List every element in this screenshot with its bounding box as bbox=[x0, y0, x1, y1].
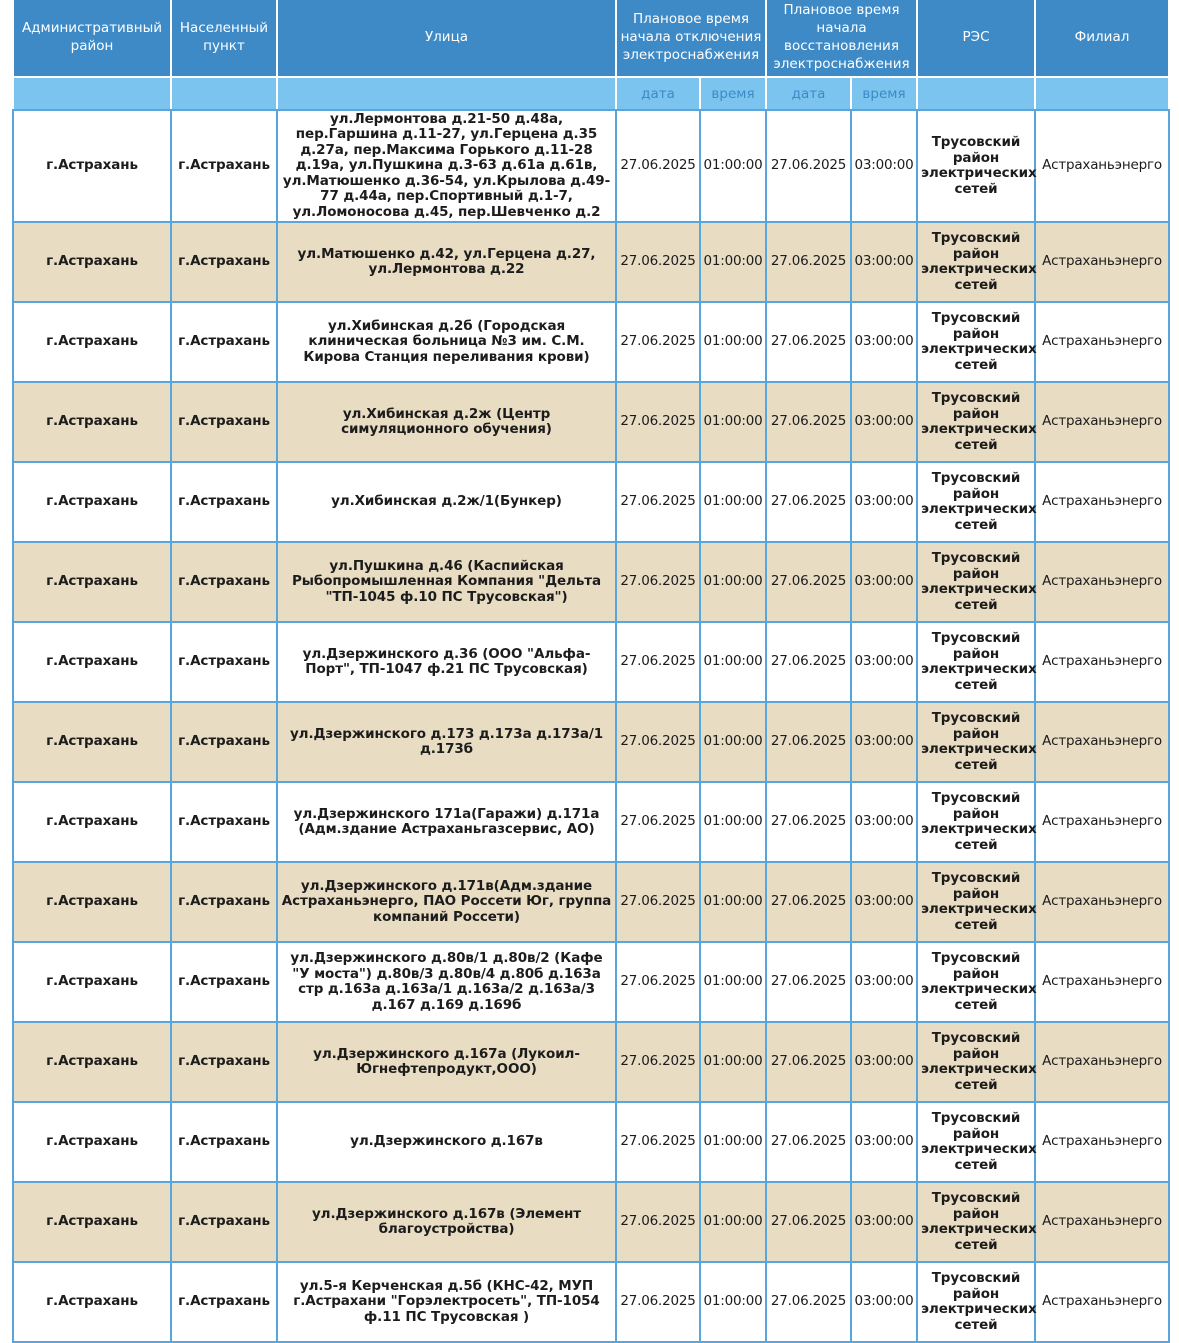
cell-branch: Астраханьэнерго bbox=[1035, 622, 1169, 702]
cell-street: ул.Матюшенко д.42, ул.Герцена д.27, ул.Лермонтова д.22 bbox=[277, 222, 616, 302]
cell-off-date: 27.06.2025 bbox=[616, 702, 700, 782]
table-body bbox=[13, 110, 1169, 1342]
cell-on-date: 27.06.2025 bbox=[766, 1022, 851, 1102]
cell-off-time: 01:00:00 bbox=[700, 702, 766, 782]
cell-branch: Астраханьэнерго bbox=[1035, 1182, 1169, 1262]
cell-off-date: 27.06.2025 bbox=[616, 1262, 700, 1342]
cell-settlement: г.Астрахань bbox=[171, 462, 277, 542]
cell-res: Трусовский район электрических сетей bbox=[917, 110, 1035, 222]
header-planned-off: Плановое время начала отключения электроснабжения bbox=[616, 0, 766, 77]
cell-street: ул.Дзержинского д.167а (Лукоил-Югнефтепродукт,ООО) bbox=[277, 1022, 616, 1102]
header-street: Улица bbox=[277, 0, 616, 77]
cell-settlement: г.Астрахань bbox=[171, 1022, 277, 1102]
cell-res: Трусовский район электрических сетей bbox=[917, 862, 1035, 942]
cell-district: г.Астрахань bbox=[13, 1262, 171, 1342]
cell-branch: Астраханьэнерго bbox=[1035, 462, 1169, 542]
cell-street: ул.Дзержинского д.171в(Адм.здание Астраханьэнерго, ПАО Россети Юг, группа компаний Россети) bbox=[277, 862, 616, 942]
cell-settlement: г.Астрахань bbox=[171, 702, 277, 782]
cell-on-date: 27.06.2025 bbox=[766, 542, 851, 622]
cell-off-time: 01:00:00 bbox=[700, 1182, 766, 1262]
table-row bbox=[13, 622, 1169, 702]
subheader-on-date: дата bbox=[766, 77, 851, 110]
cell-off-time: 01:00:00 bbox=[700, 222, 766, 302]
cell-settlement: г.Астрахань bbox=[171, 1262, 277, 1342]
table-row bbox=[13, 1182, 1169, 1262]
cell-off-date: 27.06.2025 bbox=[616, 542, 700, 622]
cell-off-time: 01:00:00 bbox=[700, 622, 766, 702]
cell-res: Трусовский район электрических сетей bbox=[917, 222, 1035, 302]
cell-res: Трусовский район электрических сетей bbox=[917, 622, 1035, 702]
subheader-empty bbox=[277, 77, 616, 110]
table-row bbox=[13, 782, 1169, 862]
cell-district: г.Астрахань bbox=[13, 110, 171, 222]
cell-on-date: 27.06.2025 bbox=[766, 1262, 851, 1342]
cell-branch: Астраханьэнерго bbox=[1035, 782, 1169, 862]
cell-on-time: 03:00:00 bbox=[851, 302, 917, 382]
header-planned-on: Плановое время начала восстановления электроснабжения bbox=[766, 0, 917, 77]
cell-off-date: 27.06.2025 bbox=[616, 1022, 700, 1102]
subheader-empty bbox=[13, 77, 171, 110]
cell-on-time: 03:00:00 bbox=[851, 1022, 917, 1102]
cell-res: Трусовский район электрических сетей bbox=[917, 382, 1035, 462]
table-row bbox=[13, 1262, 1169, 1342]
cell-res: Трусовский район электрических сетей bbox=[917, 302, 1035, 382]
cell-street: ул.Хибинская д.2ж/1(Бункер) bbox=[277, 462, 616, 542]
header-branch: Филиал bbox=[1035, 0, 1169, 77]
table-row bbox=[13, 382, 1169, 462]
cell-on-date: 27.06.2025 bbox=[766, 942, 851, 1022]
cell-res: Трусовский район электрических сетей bbox=[917, 782, 1035, 862]
cell-branch: Астраханьэнерго bbox=[1035, 862, 1169, 942]
cell-off-time: 01:00:00 bbox=[700, 302, 766, 382]
cell-off-date: 27.06.2025 bbox=[616, 1102, 700, 1182]
cell-settlement: г.Астрахань bbox=[171, 622, 277, 702]
cell-street: ул.Хибинская д.2б (Городская клиническая больница №3 им. С.М. Кирова Станция переливания крови) bbox=[277, 302, 616, 382]
header-row bbox=[13, 0, 1169, 77]
cell-off-date: 27.06.2025 bbox=[616, 382, 700, 462]
table-row bbox=[13, 1022, 1169, 1102]
table-row bbox=[13, 862, 1169, 942]
cell-street: ул.Дзержинского д.167в (Элемент благоустройства) bbox=[277, 1182, 616, 1262]
cell-on-time: 03:00:00 bbox=[851, 942, 917, 1022]
cell-on-date: 27.06.2025 bbox=[766, 462, 851, 542]
cell-street: ул.Пушкина д.46 (Каспийская Рыбопромышленная Компания "Дельта "ТП-1045 ф.10 ПС Трусовская") bbox=[277, 542, 616, 622]
cell-on-time: 03:00:00 bbox=[851, 462, 917, 542]
cell-off-time: 01:00:00 bbox=[700, 462, 766, 542]
cell-res: Трусовский район электрических сетей bbox=[917, 1182, 1035, 1262]
cell-branch: Астраханьэнерго bbox=[1035, 302, 1169, 382]
table-row bbox=[13, 302, 1169, 382]
cell-on-date: 27.06.2025 bbox=[766, 1182, 851, 1262]
cell-street: ул.Дзержинского 171а(Гаражи) д.171а (Адм.здание Астраханьгазсервис, АО) bbox=[277, 782, 616, 862]
cell-street: ул.Дзержинского д.80в/1 д.80в/2 (Кафе "У моста") д.80в/3 д.80в/4 д.80б д.163а стр д.163а д.163а/1 д.163а/2 д.163а/3 д.167 д.169 д.169б bbox=[277, 942, 616, 1022]
cell-district: г.Астрахань bbox=[13, 1182, 171, 1262]
cell-street: ул.Хибинская д.2ж (Центр симуляционного обучения) bbox=[277, 382, 616, 462]
cell-on-date: 27.06.2025 bbox=[766, 622, 851, 702]
table-row bbox=[13, 942, 1169, 1022]
cell-settlement: г.Астрахань bbox=[171, 382, 277, 462]
cell-off-time: 01:00:00 bbox=[700, 110, 766, 222]
cell-res: Трусовский район электрических сетей bbox=[917, 1262, 1035, 1342]
outage-schedule-table bbox=[12, 0, 1170, 1343]
cell-on-time: 03:00:00 bbox=[851, 110, 917, 222]
cell-off-time: 01:00:00 bbox=[700, 862, 766, 942]
subheader-empty bbox=[917, 77, 1035, 110]
cell-off-time: 01:00:00 bbox=[700, 1102, 766, 1182]
cell-district: г.Астрахань bbox=[13, 702, 171, 782]
cell-street: ул.Дзержинского д.173 д.173а д.173а/1 д.173б bbox=[277, 702, 616, 782]
cell-on-time: 03:00:00 bbox=[851, 1182, 917, 1262]
cell-branch: Астраханьэнерго bbox=[1035, 222, 1169, 302]
cell-district: г.Астрахань bbox=[13, 782, 171, 862]
cell-off-time: 01:00:00 bbox=[700, 782, 766, 862]
cell-on-date: 27.06.2025 bbox=[766, 110, 851, 222]
cell-district: г.Астрахань bbox=[13, 1022, 171, 1102]
subheader-off-time: время bbox=[700, 77, 766, 110]
header-admin-district: Административный район bbox=[13, 0, 171, 77]
table-row bbox=[13, 222, 1169, 302]
cell-branch: Астраханьэнерго bbox=[1035, 1022, 1169, 1102]
subheader-empty bbox=[171, 77, 277, 110]
cell-branch: Астраханьэнерго bbox=[1035, 542, 1169, 622]
cell-res: Трусовский район электрических сетей bbox=[917, 1022, 1035, 1102]
cell-on-time: 03:00:00 bbox=[851, 1102, 917, 1182]
cell-off-date: 27.06.2025 bbox=[616, 622, 700, 702]
cell-off-time: 01:00:00 bbox=[700, 542, 766, 622]
cell-settlement: г.Астрахань bbox=[171, 542, 277, 622]
cell-district: г.Астрахань bbox=[13, 942, 171, 1022]
cell-street: ул.Дзержинского д.36 (ООО "Альфа-Порт", ТП-1047 ф.21 ПС Трусовская) bbox=[277, 622, 616, 702]
cell-off-date: 27.06.2025 bbox=[616, 1182, 700, 1262]
cell-street: ул.Дзержинского д.167в bbox=[277, 1102, 616, 1182]
cell-on-time: 03:00:00 bbox=[851, 702, 917, 782]
cell-settlement: г.Астрахань bbox=[171, 862, 277, 942]
subheader-empty bbox=[1035, 77, 1169, 110]
cell-off-date: 27.06.2025 bbox=[616, 302, 700, 382]
cell-res: Трусовский район электрических сетей bbox=[917, 542, 1035, 622]
table-row bbox=[13, 462, 1169, 542]
cell-branch: Астраханьэнерго bbox=[1035, 382, 1169, 462]
table-row bbox=[13, 702, 1169, 782]
cell-on-time: 03:00:00 bbox=[851, 622, 917, 702]
table-row bbox=[13, 110, 1169, 222]
cell-res: Трусовский район электрических сетей bbox=[917, 702, 1035, 782]
cell-on-time: 03:00:00 bbox=[851, 222, 917, 302]
cell-on-date: 27.06.2025 bbox=[766, 382, 851, 462]
cell-off-date: 27.06.2025 bbox=[616, 862, 700, 942]
cell-off-date: 27.06.2025 bbox=[616, 110, 700, 222]
header-settlement: Населенный пункт bbox=[171, 0, 277, 77]
cell-on-date: 27.06.2025 bbox=[766, 862, 851, 942]
cell-off-date: 27.06.2025 bbox=[616, 462, 700, 542]
cell-settlement: г.Астрахань bbox=[171, 782, 277, 862]
cell-on-date: 27.06.2025 bbox=[766, 1102, 851, 1182]
cell-off-time: 01:00:00 bbox=[700, 942, 766, 1022]
cell-district: г.Астрахань bbox=[13, 382, 171, 462]
cell-on-time: 03:00:00 bbox=[851, 782, 917, 862]
cell-settlement: г.Астрахань bbox=[171, 1102, 277, 1182]
cell-branch: Астраханьэнерго bbox=[1035, 1262, 1169, 1342]
cell-street: ул.Лермонтова д.21-50 д.48а, пер.Гаршина д.11-27, ул.Герцена д.35 д.27а, пер.Максима Горького д.11-28 д.19а, ул.Пушкина д.3-63 д.61а д.61в, ул.Матюшенко д.36-54, ул.Крылова д.49-77 д.44а, пер.Спортивный д.1-7, ул.Ломоносова д.45, пер.Шевченко д.2 bbox=[277, 110, 616, 222]
cell-on-date: 27.06.2025 bbox=[766, 702, 851, 782]
cell-district: г.Астрахань bbox=[13, 862, 171, 942]
cell-branch: Астраханьэнерго bbox=[1035, 942, 1169, 1022]
cell-street: ул.5-я Керченская д.5б (КНС-42, МУП г.Астрахани "Горэлектросеть", ТП-1054 ф.11 ПС Трусовская ) bbox=[277, 1262, 616, 1342]
cell-off-date: 27.06.2025 bbox=[616, 942, 700, 1022]
cell-off-time: 01:00:00 bbox=[700, 382, 766, 462]
cell-settlement: г.Астрахань bbox=[171, 942, 277, 1022]
table-row bbox=[13, 1102, 1169, 1182]
cell-off-time: 01:00:00 bbox=[700, 1262, 766, 1342]
subheader-off-date: дата bbox=[616, 77, 700, 110]
cell-district: г.Астрахань bbox=[13, 622, 171, 702]
cell-res: Трусовский район электрических сетей bbox=[917, 1102, 1035, 1182]
cell-on-date: 27.06.2025 bbox=[766, 222, 851, 302]
cell-branch: Астраханьэнерго bbox=[1035, 1102, 1169, 1182]
cell-district: г.Астрахань bbox=[13, 222, 171, 302]
cell-district: г.Астрахань bbox=[13, 542, 171, 622]
cell-res: Трусовский район электрических сетей bbox=[917, 462, 1035, 542]
cell-district: г.Астрахань bbox=[13, 462, 171, 542]
subheader-on-time: время bbox=[851, 77, 917, 110]
cell-branch: Астраханьэнерго bbox=[1035, 110, 1169, 222]
cell-on-time: 03:00:00 bbox=[851, 542, 917, 622]
cell-branch: Астраханьэнерго bbox=[1035, 702, 1169, 782]
cell-settlement: г.Астрахань bbox=[171, 222, 277, 302]
cell-on-date: 27.06.2025 bbox=[766, 302, 851, 382]
header-res: РЭС bbox=[917, 0, 1035, 77]
cell-district: г.Астрахань bbox=[13, 302, 171, 382]
cell-on-time: 03:00:00 bbox=[851, 382, 917, 462]
cell-settlement: г.Астрахань bbox=[171, 1182, 277, 1262]
cell-off-date: 27.06.2025 bbox=[616, 782, 700, 862]
cell-district: г.Астрахань bbox=[13, 1102, 171, 1182]
cell-on-time: 03:00:00 bbox=[851, 1262, 917, 1342]
cell-settlement: г.Астрахань bbox=[171, 110, 277, 222]
table-row bbox=[13, 542, 1169, 622]
cell-off-time: 01:00:00 bbox=[700, 1022, 766, 1102]
subheader-row bbox=[13, 77, 1169, 110]
cell-res: Трусовский район электрических сетей bbox=[917, 942, 1035, 1022]
cell-settlement: г.Астрахань bbox=[171, 302, 277, 382]
cell-off-date: 27.06.2025 bbox=[616, 222, 700, 302]
cell-on-date: 27.06.2025 bbox=[766, 782, 851, 862]
cell-on-time: 03:00:00 bbox=[851, 862, 917, 942]
